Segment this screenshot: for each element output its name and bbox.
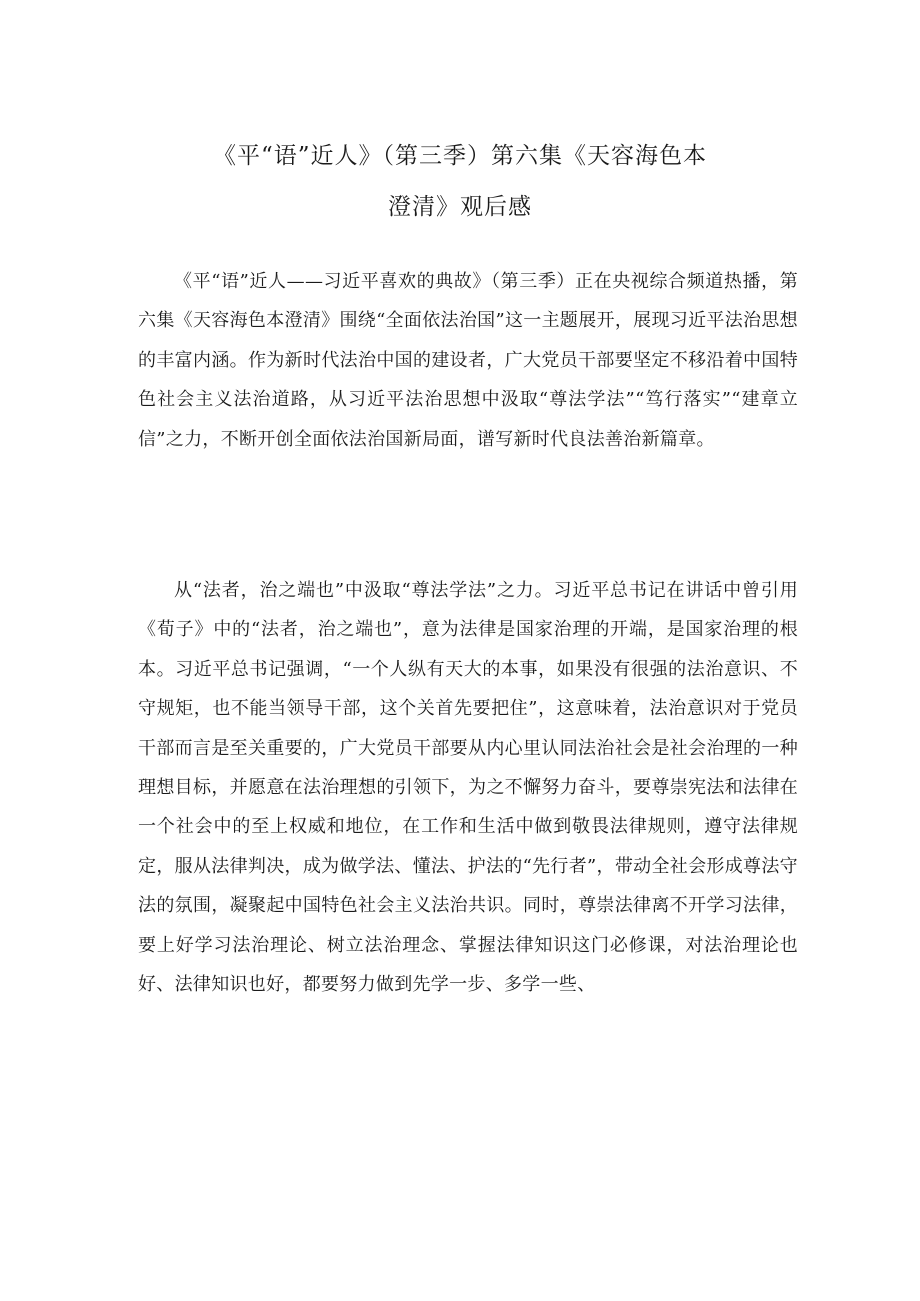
body-paragraph-respect-law: 从“法者，治之端也”中汲取“尊法学法”之力。习近平总书记在讲话中曾引用《荀子》中的“法者，治之端也”，意为法律是国家治理的开端，是国家治理的根本。习近平总书记强调，“一个人纵有天大的本事，如果没有很强的法治意识、不守规矩，也不能当领导干部，这个关首先要把住”，这意味着，法治意识对于党员干部而言是至关重要的，广大党员干部要从内心里认同法治社会是社会治理的一种理想目标，并愿意在法治理想的引领下，为之不懈努力奋斗，要尊崇宪法和法律在一个社会中的至上权威和地位，在工作和生活中做到敬畏法律规则，遵守法律规定，服从法律判决，成为做学法、懂法、护法的“先行者”，带动全社会形成尊法守法的氛围，凝聚起中国特色社会主义法治共识。同时，尊崇法律离不开学习法律，要上好学习法治理论、树立法治理念、掌握法律知识这门必修课，对法治理论也好、法律知识也好，都要努力做到先学一步、多学一些、 [138, 580, 798, 996]
document-title-line-1: 《平“语”近人》（第三季）第六集《天容海色本 [212, 143, 708, 169]
document-title-line-2: 澄清》观后感 [388, 194, 532, 220]
body-paragraph-intro: 《平“语”近人——习近平喜欢的典故》（第三季）正在央视综合频道热播，第六集《天容海色本澄清》围绕“全面依法治国”这一主题展开，展现习近平法治思想的丰富内涵。作为新时代法治中国的建设者，广大党员干部要坚定不移沿着中国特色社会主义法治道路，从习近平法治思想中汲取“尊法学法”“笃行落实”“建章立信”之力，不断开创全面依法治国新局面，谱写新时代良法善治新篇章。 [138, 271, 798, 450]
